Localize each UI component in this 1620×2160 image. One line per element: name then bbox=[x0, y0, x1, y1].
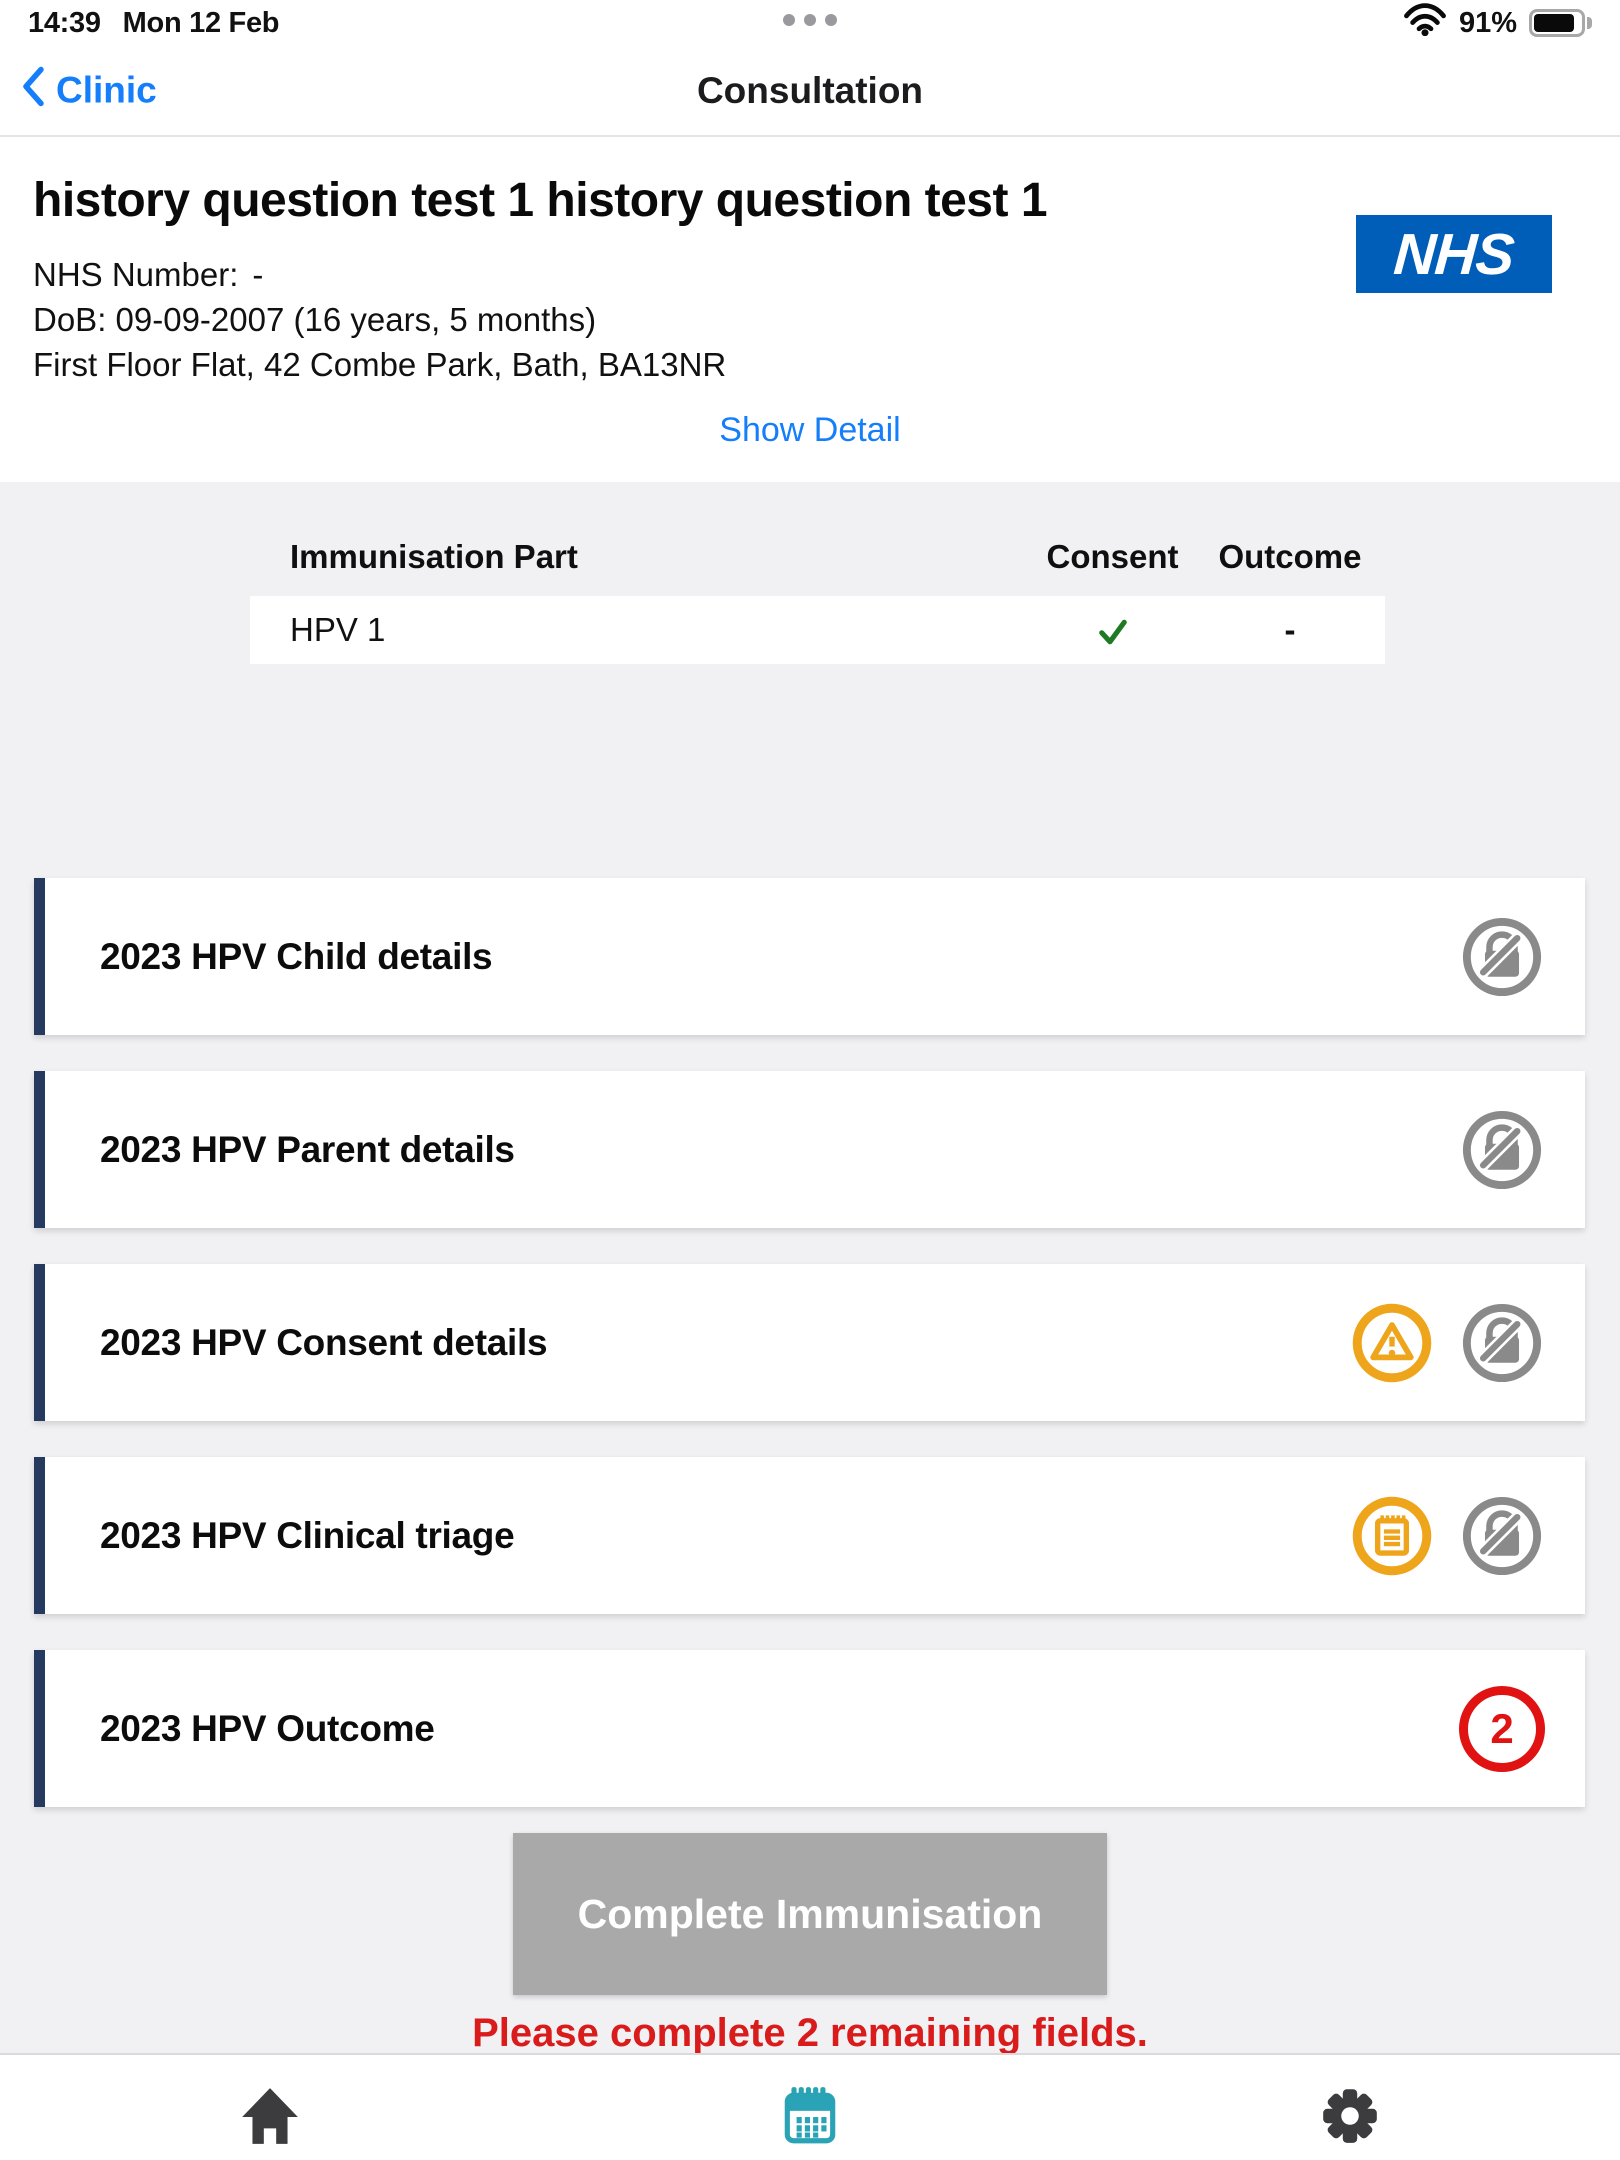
content-area bbox=[0, 482, 1620, 2053]
edit-disabled-icon bbox=[1459, 1300, 1545, 1386]
section-card-clinical-triage[interactable] bbox=[34, 1457, 1585, 1614]
home-button[interactable] bbox=[0, 2055, 540, 2160]
immunisation-table-header bbox=[250, 482, 1385, 576]
column-header-consent: Consent bbox=[1046, 538, 1179, 575]
column-header-outcome: Outcome bbox=[1218, 538, 1362, 575]
section-cards bbox=[34, 878, 1585, 1843]
card-title: 2023 HPV Outcome bbox=[100, 1707, 435, 1749]
column-header-part: Immunisation Part bbox=[290, 538, 578, 575]
card-title: 2023 HPV Child details bbox=[100, 935, 493, 977]
warning-icon bbox=[1349, 1300, 1435, 1386]
calendar-button[interactable] bbox=[540, 2055, 1080, 2160]
edit-disabled-icon bbox=[1459, 914, 1545, 1000]
card-title: 2023 HPV Parent details bbox=[100, 1128, 515, 1170]
patient-name: history question test 1 history question test 1 bbox=[33, 174, 1048, 227]
settings-button[interactable] bbox=[1080, 2055, 1620, 2160]
page-title: Consultation bbox=[696, 69, 924, 111]
patient-header bbox=[0, 139, 1620, 482]
section-card-outcome[interactable] bbox=[34, 1650, 1585, 1807]
nav-bar bbox=[0, 46, 1620, 137]
calendar-icon bbox=[777, 2083, 843, 2160]
edit-disabled-icon bbox=[1459, 1493, 1545, 1579]
home-icon bbox=[237, 2083, 303, 2160]
notes-icon bbox=[1349, 1493, 1435, 1579]
section-card-consent-details[interactable] bbox=[34, 1264, 1585, 1421]
bottom-toolbar bbox=[0, 2053, 1620, 2160]
validation-warning: Please complete 2 remaining fields. bbox=[472, 2011, 1148, 2053]
immunisation-part-cell: HPV 1 bbox=[290, 611, 386, 648]
battery-icon bbox=[1529, 9, 1592, 37]
complete-immunisation-button[interactable]: Complete Immunisation bbox=[513, 1833, 1107, 1995]
status-bar bbox=[0, 0, 1620, 46]
back-label: Clinic bbox=[56, 69, 157, 111]
gear-icon bbox=[1317, 2083, 1383, 2160]
show-detail-link[interactable]: Show Detail bbox=[719, 411, 901, 449]
section-card-child-details[interactable] bbox=[34, 878, 1585, 1035]
clock-date: Mon 12 Feb bbox=[122, 6, 280, 39]
patient-address: First Floor Flat, 42 Combe Park, Bath, BA13NR bbox=[33, 346, 727, 383]
table-row[interactable] bbox=[250, 596, 1385, 664]
outcome-cell: - bbox=[1284, 611, 1296, 648]
battery-percent: 91% bbox=[1458, 6, 1517, 39]
edit-disabled-icon bbox=[1459, 1107, 1545, 1193]
patient-dob: DoB: 09-09-2007 (16 years, 5 months) bbox=[33, 301, 597, 338]
nhs-logo: NHS bbox=[1356, 215, 1552, 293]
section-card-parent-details[interactable] bbox=[34, 1071, 1585, 1228]
card-title: 2023 HPV Consent details bbox=[100, 1321, 548, 1363]
multitask-dots-icon bbox=[783, 14, 837, 26]
patient-nhs-number: NHS Number: - bbox=[33, 256, 264, 293]
clock-time: 14:39 bbox=[28, 6, 101, 39]
remaining-count-badge: 2 bbox=[1459, 1686, 1545, 1772]
immunisation-table bbox=[250, 482, 1385, 664]
wifi-icon bbox=[1403, 3, 1447, 44]
card-title: 2023 HPV Clinical triage bbox=[100, 1514, 515, 1556]
consent-checkmark-icon bbox=[1030, 610, 1195, 649]
